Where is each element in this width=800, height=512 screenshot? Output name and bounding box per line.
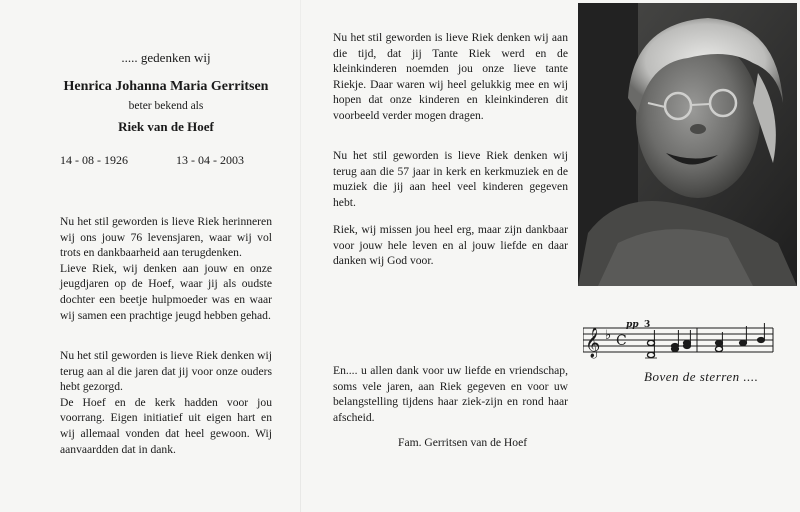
dynamic-marking: pp <box>626 320 639 330</box>
known-as-label: beter bekend als <box>128 100 204 112</box>
middle-paragraph-3: Riek, wij missen jou heel erg, maar zijn dankbaar voor jouw hele leven en al jouw liefde en daar danken wij God voor. <box>333 223 568 268</box>
music-caption: Boven de sterren .... <box>644 369 759 384</box>
flat-sign-icon: ♭ <box>605 328 612 343</box>
note-quarter-4 <box>757 337 764 342</box>
middle-paragraph-1: Nu het stil geworden is lieve Riek denken wij aan die tijd, dat jij Tante Riek werd en de kleinkinderen noemden jou onze lieve tante Riekje. Daar waren wij heel gelukkig mee en wij hopen dat onze kinderen en kleinkinderen dit voorbeeld verder mogen dragen. <box>333 31 568 122</box>
family-signature: Fam. Gerritsen van de Hoef <box>398 436 528 449</box>
left-paragraph-2: Lieve Riek, wij denken aan jouw en onze jeugdjaren op de Hoef, waar jij als oudste dochter een beetje hulpmoeder was en waar wij samen een prachtige jeugd hebben gehad. <box>60 261 272 322</box>
death-date: 13 - 04 - 2003 <box>176 153 244 167</box>
birth-date: 14 - 08 - 1926 <box>60 153 128 167</box>
common-time-icon: C <box>616 333 627 349</box>
middle-paragraph-2: Nu het stil geworden is lieve Riek denken wij terug aan die 57 jaar in kerk en kerkmuziek en de muziek die jij aan heel veel kinderen gegeven hebt. <box>333 149 568 209</box>
card-fold <box>300 0 301 512</box>
left-paragraph-1: Nu het stil geworden is lieve Riek herinneren wij ons jouw 76 levensjaren, waar wij vol trots en dankbaarheid aan terugdenken. <box>60 215 272 260</box>
intro-line: ..... gedenken wij <box>121 50 211 65</box>
deceased-full-name: Henrica Johanna Maria Gerritsen <box>63 79 269 94</box>
measure-number: 3 <box>644 320 651 330</box>
note-half-1 <box>647 352 654 357</box>
note-half-2 <box>715 346 722 351</box>
thanks-paragraph: En.... u allen dank voor uw liefde en vriendschap, soms vele jaren, aan Riek gegeven en voor uw belangstelling tijdens haar ziek-zijn en rond haar afscheid. <box>333 364 568 424</box>
note-quarter-3 <box>739 340 746 345</box>
portrait-photo <box>578 3 797 286</box>
portrait-illustration <box>578 3 797 286</box>
left-paragraph-group-1 <box>60 214 272 323</box>
left-paragraph-4: De Hoef en de kerk hadden voor jou voorrang. Eigen initiatief uit eigen hart en wij allemaal vonden dat heel gewoon. Wij aanvaardden dat in dank. <box>60 395 272 456</box>
left-paragraph-group-2 <box>60 348 272 457</box>
deceased-nickname: Riek van de Hoef <box>118 119 214 134</box>
left-paragraph-3: Nu het stil geworden is lieve Riek denken wij terug aan al die jaren dat jij voor onze ouders hebt gezorgd. <box>60 349 272 394</box>
treble-clef-icon: 𝄞 <box>585 328 601 358</box>
music-staff <box>583 318 780 368</box>
